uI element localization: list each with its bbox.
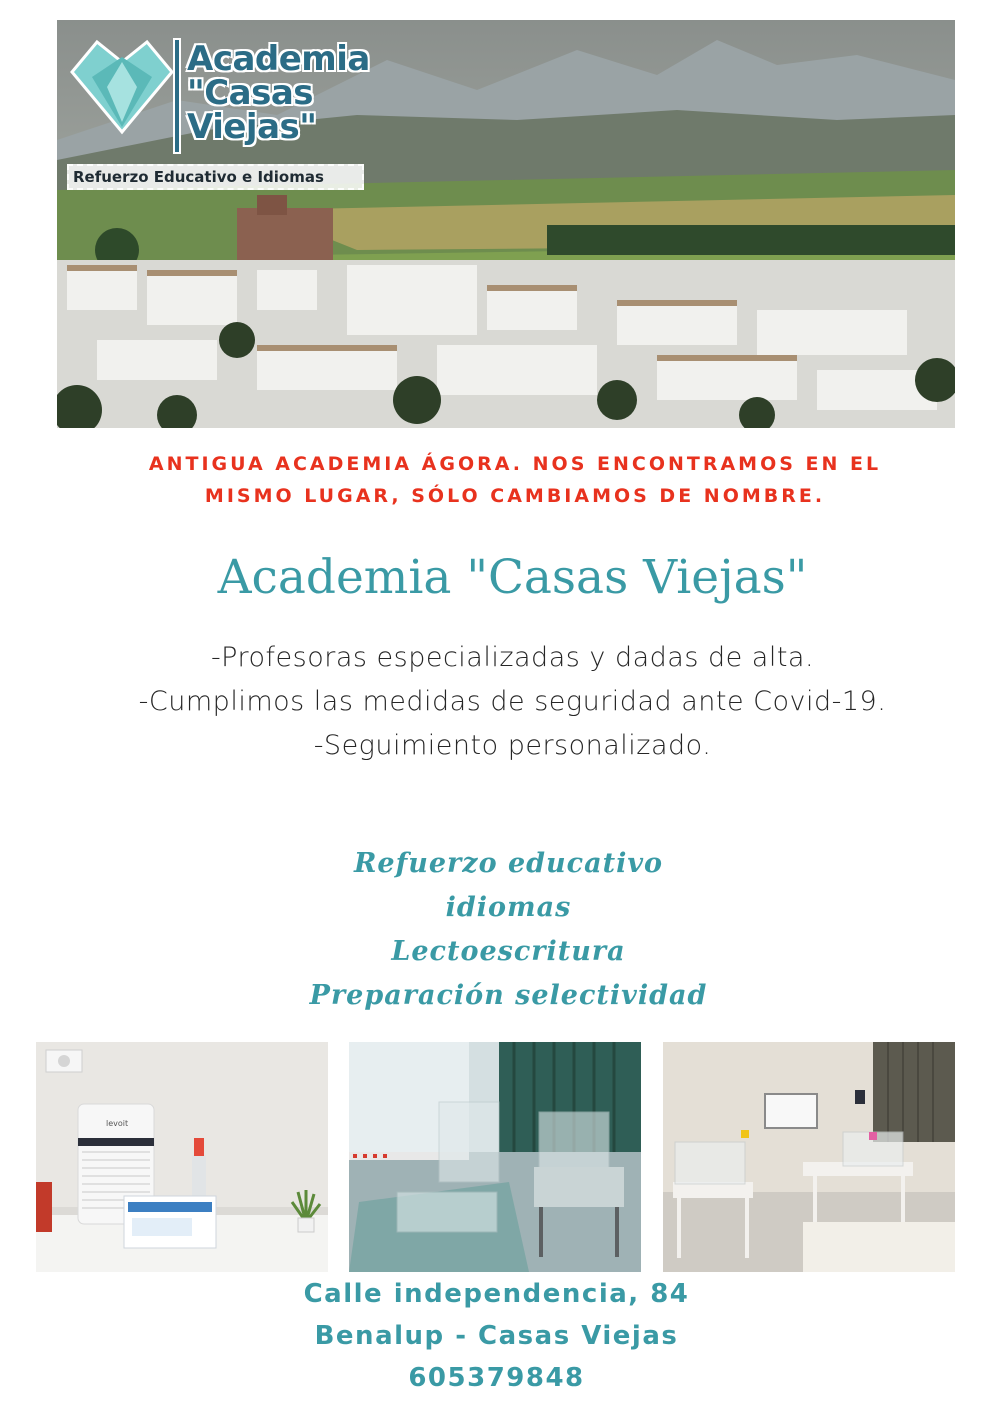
service-item: Preparación selectividad [309,980,708,1011]
book-logo-icon [67,32,177,142]
logo-line-2: "Casas [187,73,314,113]
page-title: Academia "Casas Viejas" [217,550,808,605]
hero-town-photo [57,20,955,428]
contact-info [0,1273,993,1399]
feature-item: -Profesoras especializadas y dadas de alta. [210,642,815,673]
purifier-brand-label: levoit [106,1119,129,1128]
photo-classroom-2 [663,1042,955,1272]
contact-phone: 605379848 [408,1363,585,1393]
logo-line-3: Viejas" [187,107,317,147]
contact-town: Benalup - Casas Viejas [314,1321,679,1351]
logo-line-1: Academia [187,39,370,79]
logo-divider [175,40,179,152]
notice-banner [80,448,950,512]
service-item: Lectoescritura [391,936,626,967]
contact-address: Calle independencia, 84 [303,1279,690,1309]
notice-line-2: MISMO LUGAR, SÓLO CAMBIAMOS DE NOMBRE. [204,485,826,507]
feature-item: -Seguimiento personalizado. [313,730,712,761]
service-item: Refuerzo educativo [353,848,664,879]
service-item: idiomas [445,892,572,923]
services-list [0,842,1000,1018]
feature-item: -Cumplimos las medidas de seguridad ante Covid-19. [138,686,887,717]
academy-logo [67,32,370,197]
logo-subtitle: Refuerzo Educativo e Idiomas [67,164,364,190]
notice-line-1: ANTIGUA ACADEMIA ÁGORA. NOS ENCONTRAMOS EN EL [148,453,882,475]
photo-classroom-1 [349,1042,641,1272]
features-list [0,636,1000,768]
photo-air-purifier [36,1042,328,1272]
logo-wordmark [187,39,370,147]
